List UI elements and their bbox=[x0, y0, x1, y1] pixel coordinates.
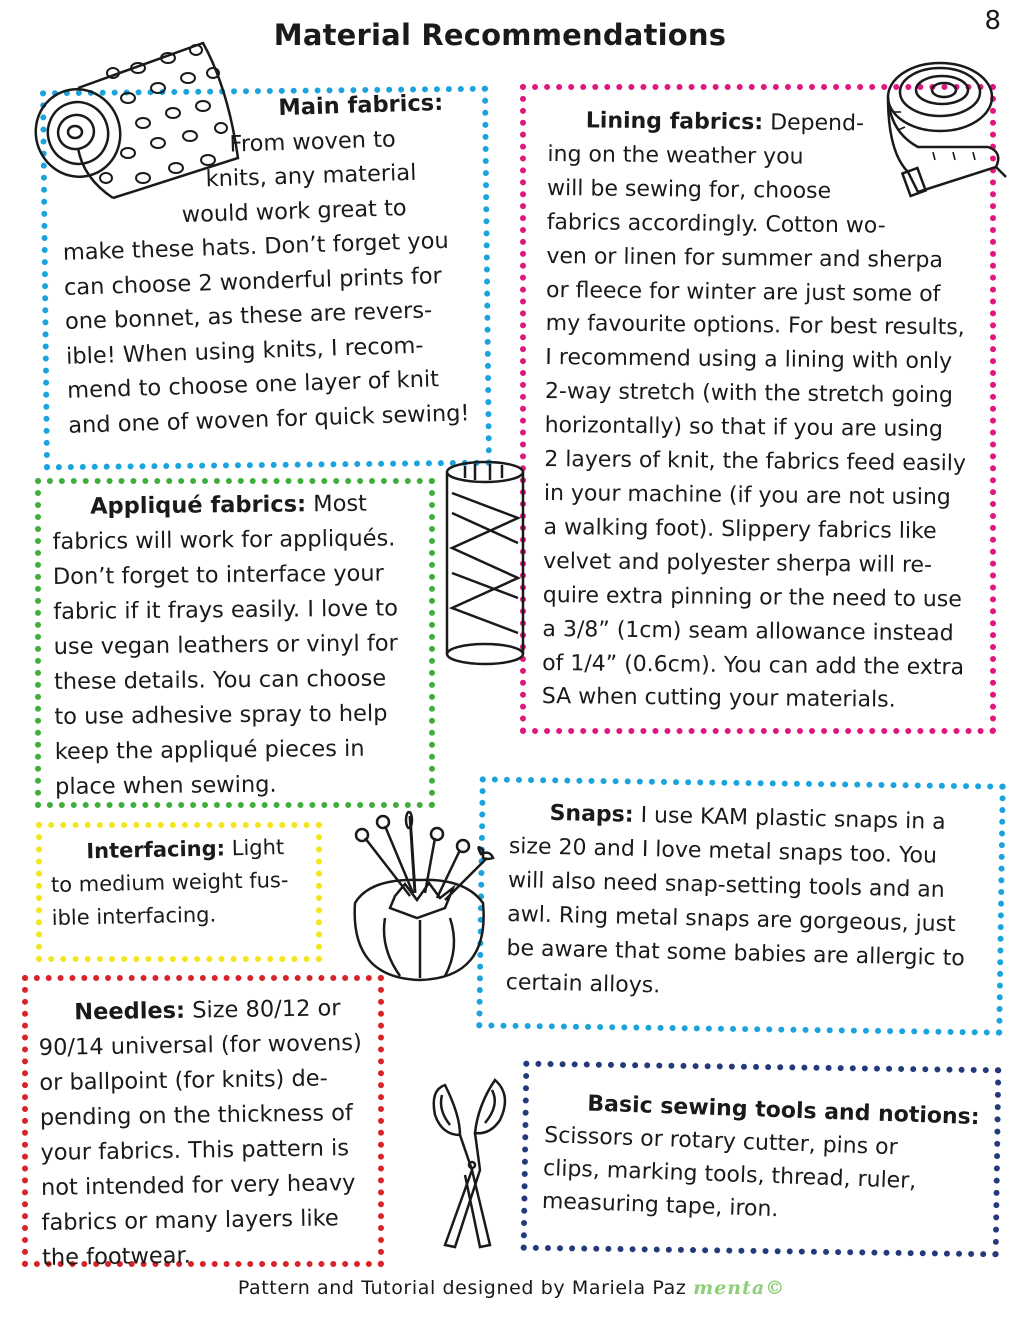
applique-fabrics-heading: Appliqué fabrics: Most bbox=[90, 490, 368, 520]
applique-fabrics-line: keep the appliqué pieces in bbox=[54, 735, 365, 765]
applique-fabrics-line: fabrics will work for appliqués. bbox=[52, 525, 396, 555]
lining-fabrics-line: 2-way stretch (with the stretch going bbox=[544, 379, 954, 409]
lining-fabrics-line: 2 layers of knit, the fabrics feed easily bbox=[544, 447, 967, 477]
lining-fabrics-section bbox=[542, 104, 970, 719]
scissors-icon bbox=[420, 1075, 520, 1255]
lining-fabrics-line: horizontally) so that if you are using bbox=[544, 413, 944, 443]
interfacing-section bbox=[50, 831, 289, 935]
interfacing-heading: Interfacing: Light bbox=[86, 835, 285, 864]
tools-line: clips, marking tools, thread, ruler, bbox=[542, 1155, 917, 1194]
main-fabrics-line: From woven to bbox=[229, 125, 397, 158]
snaps-line: certain alloys. bbox=[505, 969, 661, 999]
interfacing-line: to medium weight fus- bbox=[50, 868, 289, 897]
main-fabrics-line: mend to choose one layer of knit bbox=[66, 366, 440, 404]
applique-fabrics-line: place when sewing. bbox=[54, 771, 277, 800]
lining-fabrics-line: in your machine (if you are not using bbox=[543, 480, 951, 511]
lining-fabrics-line: I recommend using a lining with only bbox=[545, 345, 953, 375]
snaps-section bbox=[505, 796, 968, 1010]
interfacing-line: ible interfacing. bbox=[51, 902, 217, 930]
applique-fabrics-line: these details. You can choose bbox=[53, 665, 387, 695]
tools-heading: Basic sewing tools and notions: bbox=[586, 1091, 980, 1131]
tools-section bbox=[541, 1086, 980, 1233]
lining-fabrics-line: ing on the weather you bbox=[547, 141, 804, 170]
lining-fabrics-line: or fleece for winter are just some of bbox=[545, 277, 941, 307]
pin-cushion-icon bbox=[325, 808, 505, 988]
main-fabrics-section bbox=[58, 85, 470, 442]
snaps-line: size 20 and I love metal snaps too. You bbox=[508, 833, 938, 869]
main-fabrics-line: make these hats. Don’t forget you bbox=[62, 227, 450, 266]
snaps-line: will also need snap-setting tools and an bbox=[507, 867, 946, 903]
main-fabrics-heading: Main fabrics: bbox=[278, 89, 444, 122]
needles-line: or ballpoint (for knits) de- bbox=[39, 1065, 328, 1096]
thread-spool-icon bbox=[430, 458, 540, 668]
lining-fabrics-heading: Lining fabrics: Depend- bbox=[585, 108, 865, 137]
needles-line: fabrics or many layers like bbox=[41, 1205, 339, 1236]
lining-fabrics-line: a walking foot). Slippery fabrics like bbox=[543, 514, 937, 544]
main-fabrics-line: can choose 2 wonderful prints for bbox=[63, 262, 443, 301]
main-fabrics-line: ible! When using knits, I recom- bbox=[65, 332, 424, 370]
footer-text: Pattern and Tutorial designed by Mariela Paz bbox=[237, 1277, 694, 1299]
tools-line: Scissors or rotary cutter, pins or bbox=[543, 1122, 899, 1161]
lining-fabrics-line: of 1/4” (0.6cm). You can add the extra bbox=[542, 650, 965, 680]
applique-fabrics-line: to use adhesive spray to help bbox=[54, 700, 388, 730]
needles-line: not intended for very heavy bbox=[40, 1170, 356, 1201]
needles-heading: Needles: Size 80/12 or bbox=[74, 995, 341, 1026]
brand-logo: menta© bbox=[693, 1277, 786, 1299]
lining-fabrics-line: will be sewing for, choose bbox=[546, 175, 832, 204]
snaps-heading: Snaps: I use KAM plastic snaps in a bbox=[549, 800, 946, 835]
page-title: Material Recommendations bbox=[273, 18, 727, 52]
lining-fabrics-line: ven or linen for summer and sherpa bbox=[546, 243, 944, 273]
lining-fabrics-line: fabrics accordingly. Cotton wo- bbox=[546, 209, 886, 239]
main-fabrics-line: would work great to bbox=[181, 194, 407, 228]
tools-line: measuring tape, iron. bbox=[541, 1188, 779, 1223]
needles-line: your fabrics. This pattern is bbox=[40, 1135, 350, 1166]
main-fabrics-line: one bonnet, as these are revers- bbox=[64, 297, 433, 335]
needles-line: pending on the thickness of bbox=[39, 1100, 354, 1131]
lining-fabrics-line: SA when cutting your materials. bbox=[541, 684, 896, 714]
snaps-line: awl. Ring metal snaps are gorgeous, just bbox=[507, 901, 956, 938]
applique-fabrics-section bbox=[52, 486, 400, 805]
main-fabrics-line: knits, any material bbox=[205, 159, 417, 193]
applique-fabrics-line: Don’t forget to interface your bbox=[52, 560, 384, 590]
applique-fabrics-line: use vegan leathers or vinyl for bbox=[53, 630, 398, 660]
lining-fabrics-line: my favourite options. For best results, bbox=[545, 311, 965, 341]
page-number: 8 bbox=[984, 6, 1001, 36]
lining-fabrics-line: velvet and polyester sherpa will re- bbox=[543, 548, 933, 578]
needles-section bbox=[38, 991, 365, 1276]
main-fabrics-line: and one of woven for quick sewing! bbox=[67, 399, 470, 439]
snaps-line: be aware that some babies are allergic to bbox=[506, 935, 966, 972]
lining-fabrics-line: a 3/8” (1cm) seam allowance instead bbox=[542, 616, 954, 646]
footer-credit bbox=[0, 1277, 1023, 1299]
applique-fabrics-line: fabric if it frays easily. I love to bbox=[53, 595, 399, 625]
lining-fabrics-line: quire extra pinning or the need to use bbox=[542, 582, 962, 613]
needles-line: the footwear. bbox=[41, 1242, 192, 1271]
needles-line: 90/14 universal (for wovens) bbox=[38, 1029, 363, 1061]
